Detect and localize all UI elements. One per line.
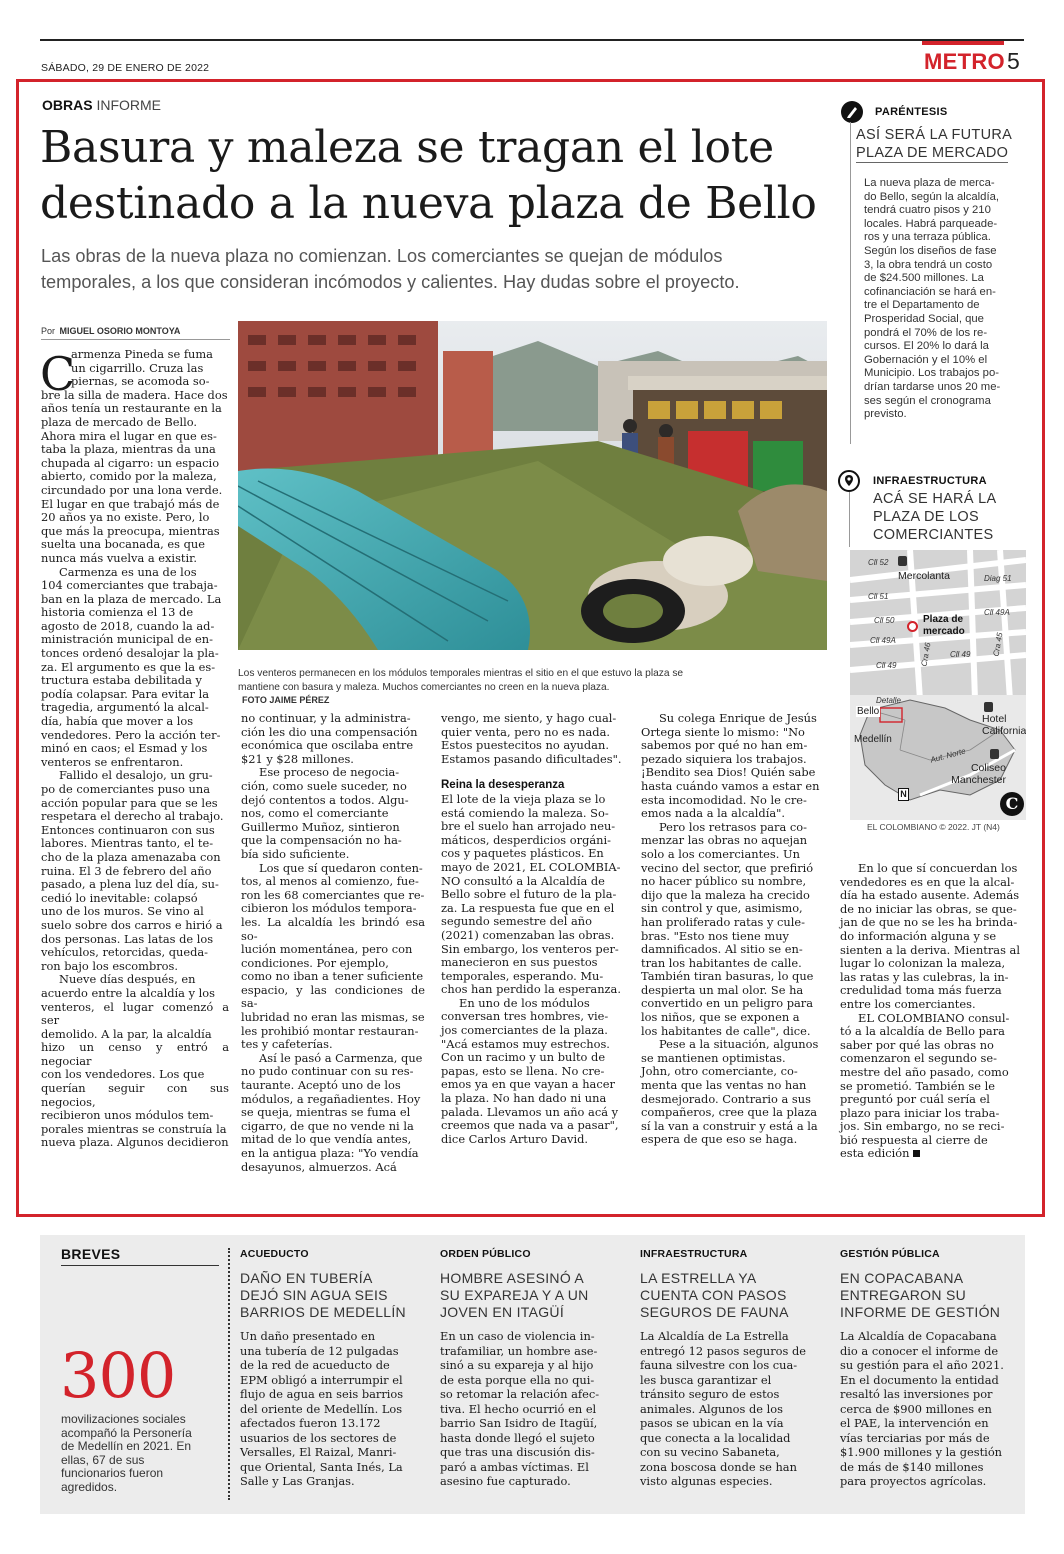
map-label-plaza — [923, 614, 965, 638]
column-5 — [840, 862, 1024, 1161]
col3-para-2: El lote de la vieja plaza se lo está comiendo la maleza. So- bre el suelo han arrojado neu- máticos, desperdicios orgáni- cos y paquetes plásticos. En mayo de 2021, EL COLOMBIA- NO consultó a la Alcaldía de Bello sobre el futuro de la pla- za. La respuesta fue que en el segundo semestre del año (2021) comenzaban las obras. Sin embargo, los venteros per- manecieron en sus puestos temporales, esperando. Mu- chos han perdido la esperanza. — [441, 791, 621, 997]
breves-big-number: 300 — [60, 1339, 176, 1412]
pen-icon — [841, 101, 863, 123]
parentesis-label: PARÉNTESIS — [875, 106, 948, 118]
col3-subhead: Reina la desesperanza — [441, 779, 565, 792]
article-section — [42, 97, 161, 113]
col1-para-4: Nueve días después, en acuerdo entre la alcaldía y los venteros, el lugar comenzó a ser demolido. A la par, la alcaldía hizo un censo y entró a negociar con los vendedores. Los que querían seguir con sus negocios, recibieron unos módulos tem- porales mientras se construía la nueva plaza. Algunos decidieron — [41, 972, 229, 1150]
article-section-light: INFORME — [96, 97, 162, 113]
lead-line-1: Las obras de la nueva plaza no comienzan. Los comerciantes se quejan de módulos — [41, 246, 723, 266]
map-label-coliseo-1: Coliseo — [970, 762, 1006, 774]
column-1 — [41, 348, 229, 1150]
infra-vline — [849, 492, 850, 547]
col1-intro-line: plaza de mercado de Bello. — [41, 414, 198, 429]
parentesis-icon — [841, 101, 863, 123]
map-label-detalle: Detalle — [876, 696, 901, 705]
section-tab — [922, 41, 1004, 45]
col3-para-1: vengo, me siento, y hago cual- quier venta, pero no es nada. Estos puestecitos no ayudan. Estamos pasando dificultades". — [441, 711, 622, 766]
map-label-diag51: Diag 51 — [984, 574, 1012, 583]
coliseo-icon — [990, 749, 999, 759]
col1-intro-line: bre la silla de madera. Hace dos — [41, 387, 228, 402]
map-label-plaza-1: Plaza de — [923, 614, 964, 625]
col2-para-3: Los que sí quedaron conten- tos, al menos al comienzo, fue- ron les 68 comerciantes que re- cibieron los módulos tempora- les. La alcaldía les brindó esa so- lución momentánea, pero con condiciones. Por ejemplo, como no iban a tener suficiente espacio, y las condiciones de sa- lubridad no eran las mismas, se les prohibió montar restauran- tes y cafeterías. — [241, 860, 425, 1052]
page-number: 5 — [1007, 48, 1020, 74]
map-label-cra45: Cra 45 — [991, 631, 1005, 658]
col1-intro-line: armenza Pineda se fuma — [71, 347, 213, 361]
col1-intro-line: 20 años ya no existe. Pero, lo — [41, 510, 210, 525]
breve-title-4: EN COPACABANA ENTREGARON SU INFORME DE GESTIÓN — [840, 1270, 1001, 1320]
map-label-aut-norte: Aut. Norte — [929, 746, 967, 765]
plaza-marker — [907, 621, 918, 632]
photo-caption-text: Los venteros permanecen en los módulos temporales mientras el sitio en el que estuvo la plaza se mantiene con basura y maleza. Muchos comerciantes no creen en la nueva plaza. — [238, 668, 684, 693]
map-label-cll49-right: Cll 49 — [950, 650, 971, 659]
byline-rule — [41, 339, 230, 340]
map-label-cll49-left: Cll 49 — [876, 661, 897, 670]
header-date: SÁBADO, 29 DE ENERO DE 2022 — [41, 62, 210, 74]
breve-title-2: HOMBRE ASESINÓ A SU EXPAREJA Y A UN JOVEN EN ITAGÜÍ — [440, 1270, 589, 1320]
byline — [41, 326, 180, 336]
col1-intro-line: que más la preocupa, mientras — [41, 523, 220, 538]
breves-number-text: movilizaciones sociales acompañó la Personería de Medellín en 2021. En ellas, 67 de sus funcionarios fueron agredidos. — [61, 1412, 192, 1494]
parentesis-title-1: ASÍ SERÁ LA FUTURA — [856, 127, 1013, 143]
breve-kicker-2: ORDEN PÚBLICO — [440, 1248, 531, 1260]
col1-para-2: Carmenza es una de los 104 comerciantes que trabaja- ban en la plaza de mercado. La historia comienza el 13 de agosto de 2018, cuando la ad- ministración municipal de en- tonces ordenó desalojar la pla- za. El argumento es que la es- tructura estaba debilitada y podía colapsar. Para evitar la tragedia, argumentó la alcal- día, había que mover a los vendedores. Pero la acción ter- minó en caos; el Esmad y los venteros se enfrentaron. — [41, 564, 222, 769]
infra-title-1: ACÁ SE HARÁ LA — [873, 491, 997, 507]
hotel-icon — [984, 702, 993, 712]
breve-kicker-3: INFRAESTRUCTURA — [640, 1248, 748, 1260]
col5-para-2 — [840, 1012, 1024, 1162]
col2-para-2: Ese proceso de negocia- ción, como suele suceder, no dejó contentos a todos. Algu- nos, como el comerciante Guillermo Muñoz, sintieron que la compensación no ha- bía sido suficiente. — [241, 765, 409, 861]
parentesis-body: La nueva plaza de merca- do Bello, según la alcaldía, tendrá cuatro pisos y 210 locales. Habrá parqueade- ros y una terraza pública. Según los diseños de fase 3, la obra tendrá un costo de $24.500 millones. La cofinanciación se hará en- tre el Departamento de Prosperidad Social, que pondrá el 70% de los re- cursos. El 20% lo dará la Gobernación y el 10% el Municipio. Los trabajos po- drían tardarse unos 20 me- ses según el cronograma previsto. — [864, 177, 1001, 421]
col3-para-3: En uno de los módulos conversan tres hombres, vie- jos comerciantes de la plaza. "Acá estamos muy estrechos. Con un racimo y un bulto de papas, esto se llena. No cre- emos ya en que vayan a hacer la plaza. No han dado ni una palada. Llevamos un año acá y creemos que nada va a pasar", dice Carlos Arturo David. — [441, 995, 619, 1146]
column-3 — [441, 712, 625, 1146]
breve-kicker-1: ACUEDUCTO — [240, 1248, 309, 1260]
map-label-bello: Bello — [857, 706, 880, 717]
lead-line-2: temporales, a los que consideran incómodos y calientes. Hay dudas sobre el proyecto. — [41, 272, 740, 292]
map-label-plaza-2: mercado — [923, 626, 965, 637]
map-label-hotel — [982, 713, 1026, 737]
drop-cap: C — [40, 347, 76, 401]
el-colombiano-logo-icon: C — [1000, 792, 1024, 816]
map-label-hotel-2: California — [982, 725, 1026, 737]
article-section-bold: OBRAS — [42, 97, 93, 113]
photo-credit: FOTO JAIME PÉREZ — [242, 695, 330, 706]
col1-intro-line: suelta una bocanada, es que — [41, 537, 205, 552]
top-rule — [40, 39, 1024, 41]
col4-para-1: Su colega Enrique de Jesús Ortega siente lo mismo: "No sabemos por qué no han em- pezado siquiera los trabajos. ¡Bendito sea Dios! Quién sabe hasta cuándo vamos a estar en esta incomodidad. No le cre- emos nada a la alcaldía". — [641, 711, 820, 821]
map-label-cll52: Cll 52 — [868, 558, 889, 567]
map-label-cll51: Cll 51 — [868, 592, 889, 601]
column-4 — [641, 712, 825, 1147]
col1-intro-line: circundado por una lona verde. — [41, 482, 223, 497]
headline-line-1: Basura y maleza se tragan el lote — [40, 122, 774, 173]
breve-item-2 — [440, 1248, 620, 1489]
infra-label: INFRAESTRUCTURA — [873, 475, 987, 487]
breve-body-2: En un caso de violencia in- trafamiliar, un hombre ase- sinó a su expareja y al hijo de esta porque ella no qui- so retomar la relación afec- tiva. El hecho ocurrió en el barrio San Isidro de Itagüí, hasta donde llegó el sujeto que tras una discusión dis- paró a ambas víctimas. El asesino fue capturado. — [440, 1329, 600, 1488]
col1-para-3: Fallido el desalojo, un gru- po de comerciantes puso una acción popular para que se les respetara el derecho al trabajo. Entonces continuaron con sus labores. Mientras tanto, el te- cho de la plaza amenazaba con ruina. El 3 de febrero del año pasado, a plena luz del día, su- cedió lo inevitable: colapsó uno de los muros. Se vino al suelo sobre dos carros e hirió a dos personas. Las latas de los vehículos, retorcidas, queda- ron bajo los escombros. — [41, 768, 224, 973]
infra-title-2: PLAZA DE LOS — [873, 509, 979, 525]
col2-para-1: no continuar, y la administra- ción les dio una compensación económica que oscilaba entre $21 y $28 millones. — [241, 711, 418, 766]
column-2 — [241, 712, 425, 1174]
col5-para-2-text: EL COLOMBIANO consul- tó a la alcaldía de Bello para saber por qué las obras no comenzaron el segundo se- mestre del año pasado, como se prometió. También se le preguntó por cuál sería el plazo para iniciar los traba- jos. Sin embargo, no se reci- bió respuesta al cierre de esta edición — [840, 1010, 1010, 1161]
col4-para-3: Pese a la situación, algunos se mantienen optimistas. John, otro comerciante, co- menta que las ventas no han desmejorado. Contrario a sus compañeros, cree que la plaza sí la van a construir y está a la espera de que eso se haga. — [641, 1037, 819, 1147]
col2-para-4: Así le pasó a Carmenza, que no pudo continuar con su res- taurante. Aceptó uno de los módulos, a regañadientes. Hoy se queja, mientras se fuma el cigarro, de que no vende ni la mitad de lo que vendía antes, en la antigua plaza: "Yo vendía desayunos, almuerzos. Acá — [241, 1050, 423, 1174]
breves-divider — [228, 1248, 230, 1500]
photo-illustration — [238, 321, 827, 650]
headline-line-2: destinado a la nueva plaza de Bello — [40, 178, 817, 229]
map-label-cll50: Cll 50 — [874, 616, 895, 625]
col4-para-2: Pero los retrasos para co- menzar las obras no aquejan solo a los comerciantes. Un vecino del sector, que prefirió no hacer público su nombre, dijo que la maleza ha crecido sin control y que, asimismo, han proliferado ratas y cule- bras. "Esto nos tiene muy damnificados. Al sitio se en- tran los habitantes de calle. También tiran basuras, lo que despierta un mal olor. Se ha convertido en un peligro para los niños, que se exponen a los habitantes de calle", dice. — [641, 819, 814, 1038]
breve-body-1: Un daño presentado en una tubería de 12 pulgadas de la red de acueducto de EPM obligó a interrumpir el flujo de agua en seis barrios del oriente de Medellín. Los afectados fueron 13.172 usuarios de los sectores de Versalles, El Raizal, Manri- que Oriental, Santa Inés, La Salle y Las Granjas. — [240, 1329, 404, 1488]
col5-para-1: En lo que sí concuerdan los vendedores es en que la alcal- día ha estado ausente. Además de no iniciar las obras, se que- jan de que no se les ha brinda- do información alguna y se sienten a la deriva. Mientras al lugar lo colonizan la maleza, las ratas y las culebras, la in- credulidad toma más fuerza entre los comerciantes. — [840, 861, 1020, 1011]
col1-intro-line: nunca más vuelva a existir. — [41, 550, 197, 565]
col1-intro-line: Ahora mira el lugar en que es- — [41, 428, 217, 443]
col1-intro-line: chupada al cigarro: un espacio — [41, 455, 220, 470]
map-label-coliseo — [938, 762, 1006, 786]
north-arrow-icon: N — [898, 788, 909, 801]
map-label-medellin: Medellín — [854, 734, 892, 745]
breve-item-3 — [640, 1248, 820, 1489]
map-label-cra46: Cra 46 — [919, 641, 933, 668]
parentesis-vline — [850, 122, 851, 444]
map-label-mercolanta: Mercolanta — [898, 570, 950, 582]
byline-prefix: Por — [41, 326, 56, 336]
map-label-hotel-1: Hotel — [982, 713, 1007, 725]
breve-item-4 — [840, 1248, 1020, 1489]
breve-title-1: DAÑO EN TUBERÍA DEJÓ SIN AGUA SEIS BARRIOS DE MEDELLÍN — [240, 1270, 406, 1320]
col1-intro-line: un cigarrillo. Cruza las — [71, 360, 204, 375]
col1-intro-line: años tenía un restaurante en la — [41, 401, 222, 416]
breve-kicker-4: GESTIÓN PÚBLICA — [840, 1248, 940, 1260]
end-mark-icon — [913, 1150, 920, 1157]
mercolanta-icon — [898, 556, 907, 566]
breve-body-4: La Alcaldía de Copacabana dio a conocer el informe de su gestión para el año 2021. En el documento la entidad resaltó las inversiones por cerca de $900 millones en el PAE, la intervención en vías terciarias por más de $1.900 millones y la gestión de más de $140 millones para proyectos agrícolas. — [840, 1329, 1004, 1488]
byline-author: MIGUEL OSORIO MONTOYA — [59, 326, 181, 336]
map-credit: EL COLOMBIANO © 2022. JT (N4) — [867, 822, 1000, 832]
breve-item-1 — [240, 1248, 420, 1489]
map-label-cll49a-left: Cll 49A — [870, 636, 896, 645]
map-label-cll49a-right: Cll 49A — [984, 608, 1010, 617]
col1-intro-line: abierto, comido por la maleza, — [41, 469, 217, 484]
infra-icon — [838, 470, 860, 492]
col1-intro-line: El lugar en que trabajó más de — [41, 496, 220, 511]
breve-body-3: La Alcaldía de La Estrella entregó 12 pasos seguros de fauna silvestre con los cua- les busca garantizar el tránsito seguro de estos animales. Algunos de los pasos se ubican en la vía que conecta a la localidad con su vecino Sabaneta, zona boscosa donde se han visto algunas especies. — [640, 1329, 806, 1488]
parentesis-title-2: PLAZA DE MERCADO — [856, 145, 1009, 161]
col1-intro-line: taba la plaza, mientras da una — [41, 442, 216, 457]
breve-title-3: LA ESTRELLA YA CUENTA CON PASOS SEGUROS DE FAUNA — [640, 1270, 789, 1320]
location-map — [850, 550, 1026, 820]
col1-intro-line: piernas, se acomoda so- — [71, 374, 210, 389]
infra-title-3: COMERCIANTES — [873, 527, 994, 543]
breves-label: BREVES — [61, 1246, 121, 1262]
location-pin-icon — [840, 472, 858, 490]
map-label-coliseo-2: Manchester — [951, 774, 1006, 786]
article-photo — [238, 321, 827, 650]
photo-caption — [238, 654, 827, 708]
section-name: METRO — [924, 49, 1005, 74]
breves-label-rule — [61, 1265, 219, 1266]
